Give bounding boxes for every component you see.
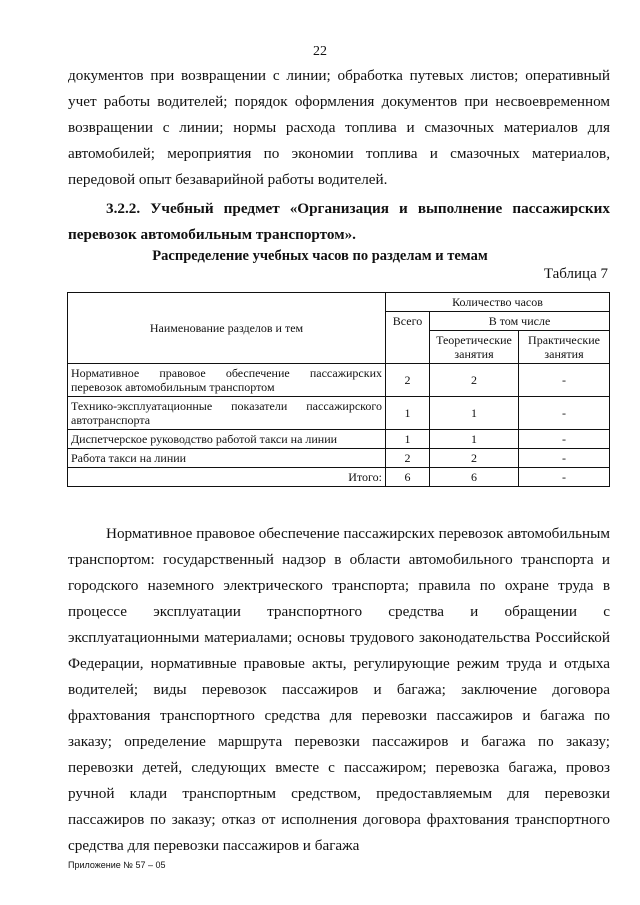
row-name: Диспетчерское руководство работой такси на линии [68, 430, 386, 449]
header-including: В том числе [430, 312, 610, 331]
row-practice: - [519, 397, 610, 430]
row-theory: 2 [430, 364, 519, 397]
hours-table [67, 292, 610, 487]
row-name: Работа такси на линии [68, 449, 386, 468]
table-row [68, 449, 610, 468]
row-name: Технико-эксплуатационные показатели пассажирского автотранспорта [68, 397, 386, 430]
table-row [68, 397, 610, 430]
header-name: Наименование разделов и тем [68, 293, 386, 364]
row-total: 1 [386, 397, 430, 430]
row-total: 2 [386, 364, 430, 397]
row-practice: - [519, 449, 610, 468]
header-practice: Практические занятия [519, 331, 610, 364]
row-practice: - [519, 364, 610, 397]
total-theory: 6 [430, 468, 519, 487]
total-total: 6 [386, 468, 430, 487]
row-theory: 2 [430, 449, 519, 468]
total-label: Итого: [68, 468, 386, 487]
table-total-row [68, 468, 610, 487]
header-total: Всего [386, 312, 430, 364]
header-hours: Количество часов [386, 293, 610, 312]
row-theory: 1 [430, 430, 519, 449]
row-practice: - [519, 430, 610, 449]
table-caption: Распределение учебных часов по разделам и темам [152, 248, 488, 264]
row-name: Нормативное правовое обеспечение пассажирских перевозок автомобильным транспортом [68, 364, 386, 397]
table-header-row [68, 293, 610, 312]
table-row [68, 364, 610, 397]
row-total: 1 [386, 430, 430, 449]
header-theory: Теоретические занятия [430, 331, 519, 364]
row-theory: 1 [430, 397, 519, 430]
footer-note: Приложение № 57 – 05 [68, 860, 166, 870]
page-number: 22 [313, 44, 327, 59]
section-heading: 3.2.2. Учебный предмет «Организация и выполнение пассажирских перевозок автомобильным транспортом». [68, 200, 610, 243]
table-row [68, 430, 610, 449]
paragraph-continued: документов при возвращении с линии; обработка путевых листов; оперативный учет работы водителей; порядок оформления документов при несвоевременном возвращении с линии; нормы расхода топлива и смазочных материалов для автомобилей; мероприятия по экономии топлива и смазочных материалов, передовой опыт безаварийной работы водителей. [68, 67, 610, 188]
total-practice: - [519, 468, 610, 487]
row-total: 2 [386, 449, 430, 468]
table-label: Таблица 7 [543, 266, 608, 282]
paragraph-content: Нормативное правовое обеспечение пассажирских перевозок автомобильным транспортом: государственный надзор в области автомобильного транспорта и городского наземного электрического транспорта; правила по охране труда в процессе эксплуатации транспортного средства и обращении с эксплуатационными материалами; основы трудового законодательства Российской Федерации, нормативные правовые акты, регулирующие режим труда и отдыха водителей; виды перевозок пассажиров и багажа; заключение договора фрахтования транспортного средства для перевозки пассажиров и багажа по заказу; определение маршрута перевозки пассажиров и багажа по заказу; перевозки детей, следующих вместе с пассажиром; перевозка багажа, провоз ручной клади транспортным средством, предоставляемым для перевозки пассажиров по заказу; отказ от исполнения договора фрахтования транспортного средства для перевозки пассажиров и багажа [68, 525, 610, 854]
